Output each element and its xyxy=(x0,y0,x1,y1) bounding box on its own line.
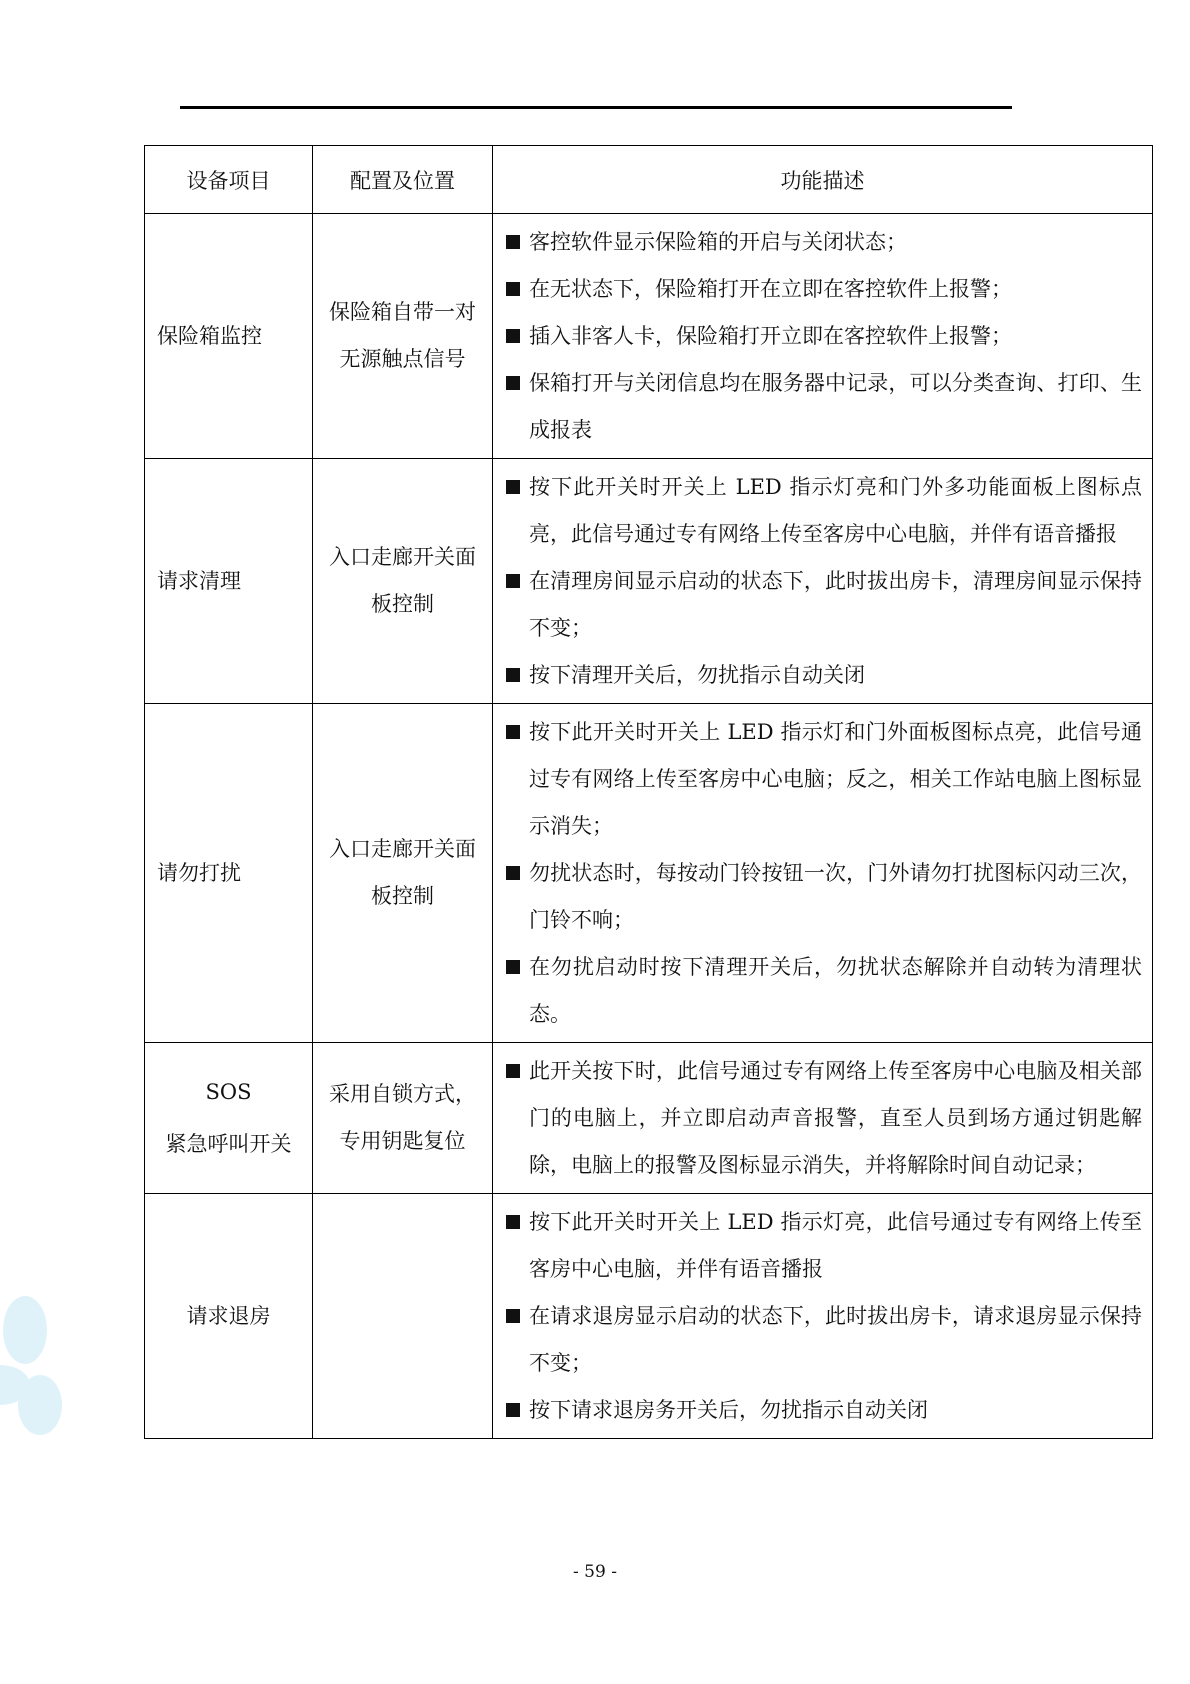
row-desc xyxy=(493,459,1153,704)
list-item xyxy=(505,1293,1142,1387)
watermark-flower-icon xyxy=(0,1290,90,1440)
square-bullet-icon xyxy=(506,1403,520,1417)
row-item: 请求清理 xyxy=(145,459,313,704)
list-item-text: 在勿扰启动时按下清理开关后，勿扰状态解除并自动转为清理状态。 xyxy=(529,955,1142,1026)
list-item-text: 按下此开关时开关上 LED 指示灯和门外面板图标点亮，此信号通过专有网络上传至客房中心电脑；反之，相关工作站电脑上图标显示消失； xyxy=(529,720,1142,838)
list-item xyxy=(505,219,1142,266)
row-item: 请勿打扰 xyxy=(145,704,313,1043)
header-rule xyxy=(180,106,1012,109)
square-bullet-icon xyxy=(506,1064,520,1078)
square-bullet-icon xyxy=(506,725,520,739)
page-number: - 59 - xyxy=(573,1562,617,1582)
list-item-text: 按下此开关时开关上 LED 指示灯亮，此信号通过专有网络上传至客房中心电脑，并伴有语音播报 xyxy=(529,1210,1142,1281)
list-item-text: 在无状态下，保险箱打开在立即在客控软件上报警； xyxy=(529,277,1012,301)
list-item-text: 插入非客人卡，保险箱打开立即在客控软件上报警； xyxy=(529,324,1012,348)
list-item-text: 在清理房间显示启动的状态下，此时拔出房卡，清理房间显示保持不变； xyxy=(529,569,1142,640)
row-item: 保险箱监控 xyxy=(145,214,313,459)
row-desc xyxy=(493,704,1153,1043)
list-item xyxy=(505,1387,1142,1434)
row-item-line2: 紧急呼叫开关 xyxy=(165,1132,292,1156)
list-item-text: 按下请求退房务开关后，勿扰指示自动关闭 xyxy=(529,1398,928,1422)
row-item xyxy=(145,1043,313,1194)
square-bullet-icon xyxy=(506,1309,520,1323)
list-item-text: 勿扰状态时，每按动门铃按钮一次，门外请勿打扰图标闪动三次，门铃不响； xyxy=(529,861,1142,932)
table-row xyxy=(145,1043,1153,1194)
list-item xyxy=(505,850,1142,944)
row-desc xyxy=(493,214,1153,459)
list-item-text: 客控软件显示保险箱的开启与关闭状态； xyxy=(529,230,907,254)
list-item-text: 按下清理开关后，勿扰指示自动关闭 xyxy=(529,663,865,687)
square-bullet-icon xyxy=(506,235,520,249)
table-row xyxy=(145,459,1153,704)
square-bullet-icon xyxy=(506,282,520,296)
square-bullet-icon xyxy=(506,1215,520,1229)
table-row xyxy=(145,704,1153,1043)
header-item: 设备项目 xyxy=(145,146,313,214)
list-item xyxy=(505,558,1142,652)
list-item xyxy=(505,1199,1142,1293)
list-item xyxy=(505,464,1142,558)
row-config: 入口走廊开关面板控制 xyxy=(313,459,493,704)
header-desc: 功能描述 xyxy=(493,146,1153,214)
square-bullet-icon xyxy=(506,480,520,494)
list-item xyxy=(505,266,1142,313)
row-item: 请求退房 xyxy=(145,1194,313,1439)
header-config: 配置及位置 xyxy=(313,146,493,214)
row-item-line1: SOS xyxy=(205,1080,252,1104)
row-config: 保险箱自带一对无源触点信号 xyxy=(313,214,493,459)
square-bullet-icon xyxy=(506,960,520,974)
row-desc xyxy=(493,1194,1153,1439)
table-row xyxy=(145,214,1153,459)
row-config: 采用自锁方式，专用钥匙复位 xyxy=(313,1043,493,1194)
square-bullet-icon xyxy=(506,668,520,682)
square-bullet-icon xyxy=(506,866,520,880)
list-item xyxy=(505,313,1142,360)
list-item xyxy=(505,1048,1142,1189)
list-item xyxy=(505,360,1142,454)
spec-table xyxy=(144,145,1153,1439)
square-bullet-icon xyxy=(506,574,520,588)
list-item-text: 保箱打开与关闭信息均在服务器中记录，可以分类查询、打印、生成报表 xyxy=(529,371,1142,442)
list-item xyxy=(505,944,1142,1038)
table-row xyxy=(145,1194,1153,1439)
list-item-text: 按下此开关时开关上 LED 指示灯亮和门外多功能面板上图标点亮，此信号通过专有网络上传至客房中心电脑，并伴有语音播报 xyxy=(529,475,1142,546)
row-desc xyxy=(493,1043,1153,1194)
table-header-row xyxy=(145,146,1153,214)
list-item-text: 此开关按下时，此信号通过专有网络上传至客房中心电脑及相关部门的电脑上，并立即启动声音报警，直至人员到场方通过钥匙解除，电脑上的报警及图标显示消失，并将解除时间自动记录； xyxy=(529,1059,1142,1177)
list-item-text: 在请求退房显示启动的状态下，此时拔出房卡，请求退房显示保持不变； xyxy=(529,1304,1142,1375)
square-bullet-icon xyxy=(506,376,520,390)
square-bullet-icon xyxy=(506,329,520,343)
row-config xyxy=(313,1194,493,1439)
row-config: 入口走廊开关面板控制 xyxy=(313,704,493,1043)
list-item xyxy=(505,709,1142,850)
list-item xyxy=(505,652,1142,699)
